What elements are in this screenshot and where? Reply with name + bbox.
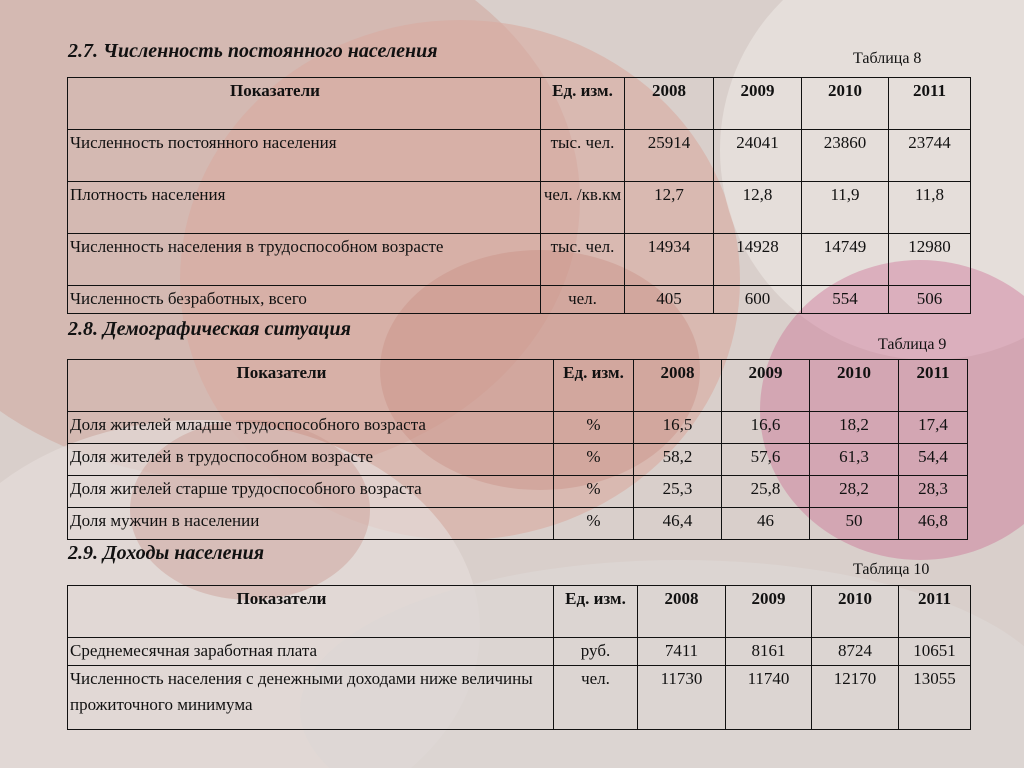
section-heading-population: 2.7. Численность постоянного населения — [68, 40, 438, 62]
value-2009: 16,6 — [722, 412, 810, 444]
value-2008: 14934 — [625, 234, 714, 286]
table-row — [68, 130, 971, 182]
value-2008: 7411 — [638, 638, 726, 666]
value-2009: 57,6 — [722, 444, 810, 476]
row-name: Численность населения с денежными доходами ниже величины прожиточного минимума — [68, 666, 554, 730]
row-unit: чел. — [541, 286, 625, 314]
value-2010: 50 — [810, 508, 899, 540]
value-2010: 14749 — [802, 234, 889, 286]
value-2011: 46,8 — [899, 508, 968, 540]
value-2010: 8724 — [812, 638, 899, 666]
value-2011: 10651 — [899, 638, 971, 666]
header-year-2010: 2010 — [812, 586, 899, 638]
value-2008: 405 — [625, 286, 714, 314]
value-2011: 28,3 — [899, 476, 968, 508]
table-row — [68, 286, 971, 314]
header-year-2010: 2010 — [802, 78, 889, 130]
header-year-2009: 2009 — [726, 586, 812, 638]
header-year-2008: 2008 — [625, 78, 714, 130]
header-year-2010: 2010 — [810, 360, 899, 412]
table-row — [68, 234, 971, 286]
table-row — [68, 476, 968, 508]
row-name: Доля жителей в трудоспособном возрасте — [68, 444, 554, 476]
header-indicators: Показатели — [68, 360, 554, 412]
value-2011: 506 — [889, 286, 971, 314]
row-unit: чел. /кв.км — [541, 182, 625, 234]
value-2009: 25,8 — [722, 476, 810, 508]
value-2011: 11,8 — [889, 182, 971, 234]
row-unit: % — [554, 444, 634, 476]
value-2008: 12,7 — [625, 182, 714, 234]
value-2011: 13055 — [899, 666, 971, 730]
header-indicators: Показатели — [68, 78, 541, 130]
header-year-2011: 2011 — [899, 360, 968, 412]
row-unit: руб. — [554, 638, 638, 666]
row-name: Среднемесячная заработная плата — [68, 638, 554, 666]
header-unit: Ед. изм. — [554, 360, 634, 412]
table-row — [68, 508, 968, 540]
value-2009: 14928 — [714, 234, 802, 286]
value-2011: 12980 — [889, 234, 971, 286]
header-unit: Ед. изм. — [554, 586, 638, 638]
value-2008: 58,2 — [634, 444, 722, 476]
value-2009: 46 — [722, 508, 810, 540]
row-unit: тыс. чел. — [541, 130, 625, 182]
row-name: Плотность населения — [68, 182, 541, 234]
table-demographics — [67, 359, 968, 540]
table-population — [67, 77, 971, 314]
value-2009: 8161 — [726, 638, 812, 666]
table-header-row — [68, 78, 971, 130]
table-header-row — [68, 586, 971, 638]
table-label-10: Таблица 10 — [853, 561, 930, 578]
value-2008: 16,5 — [634, 412, 722, 444]
row-name: Доля мужчин в населении — [68, 508, 554, 540]
section-heading-demographics: 2.8. Демографическая ситуация — [68, 318, 351, 340]
table-row — [68, 638, 971, 666]
value-2009: 24041 — [714, 130, 802, 182]
value-2010: 554 — [802, 286, 889, 314]
table-label-8: Таблица 8 — [853, 50, 922, 67]
row-unit: % — [554, 476, 634, 508]
header-year-2008: 2008 — [634, 360, 722, 412]
row-name: Численность безработных, всего — [68, 286, 541, 314]
value-2010: 28,2 — [810, 476, 899, 508]
header-year-2009: 2009 — [714, 78, 802, 130]
table-row — [68, 182, 971, 234]
table-row — [68, 444, 968, 476]
row-unit: тыс. чел. — [541, 234, 625, 286]
section-heading-income: 2.9. Доходы населения — [68, 542, 265, 564]
table-label-9: Таблица 9 — [878, 336, 947, 353]
value-2011: 54,4 — [899, 444, 968, 476]
value-2009: 600 — [714, 286, 802, 314]
value-2009: 12,8 — [714, 182, 802, 234]
header-year-2011: 2011 — [899, 586, 971, 638]
table-row — [68, 666, 971, 730]
row-name: Численность постоянного населения — [68, 130, 541, 182]
value-2010: 11,9 — [802, 182, 889, 234]
value-2010: 61,3 — [810, 444, 899, 476]
header-year-2008: 2008 — [638, 586, 726, 638]
row-name: Численность населения в трудоспособном возрасте — [68, 234, 541, 286]
value-2009: 11740 — [726, 666, 812, 730]
value-2010: 12170 — [812, 666, 899, 730]
row-unit: % — [554, 508, 634, 540]
table-header-row — [68, 360, 968, 412]
header-indicators: Показатели — [68, 586, 554, 638]
table-row — [68, 412, 968, 444]
header-year-2011: 2011 — [889, 78, 971, 130]
value-2010: 23860 — [802, 130, 889, 182]
value-2008: 11730 — [638, 666, 726, 730]
row-unit: чел. — [554, 666, 638, 730]
value-2011: 17,4 — [899, 412, 968, 444]
value-2008: 46,4 — [634, 508, 722, 540]
header-year-2009: 2009 — [722, 360, 810, 412]
row-name: Доля жителей старше трудоспособного возраста — [68, 476, 554, 508]
value-2008: 25,3 — [634, 476, 722, 508]
value-2008: 25914 — [625, 130, 714, 182]
row-unit: % — [554, 412, 634, 444]
header-unit: Ед. изм. — [541, 78, 625, 130]
value-2011: 23744 — [889, 130, 971, 182]
row-name: Доля жителей младше трудоспособного возраста — [68, 412, 554, 444]
table-income — [67, 585, 971, 730]
value-2010: 18,2 — [810, 412, 899, 444]
